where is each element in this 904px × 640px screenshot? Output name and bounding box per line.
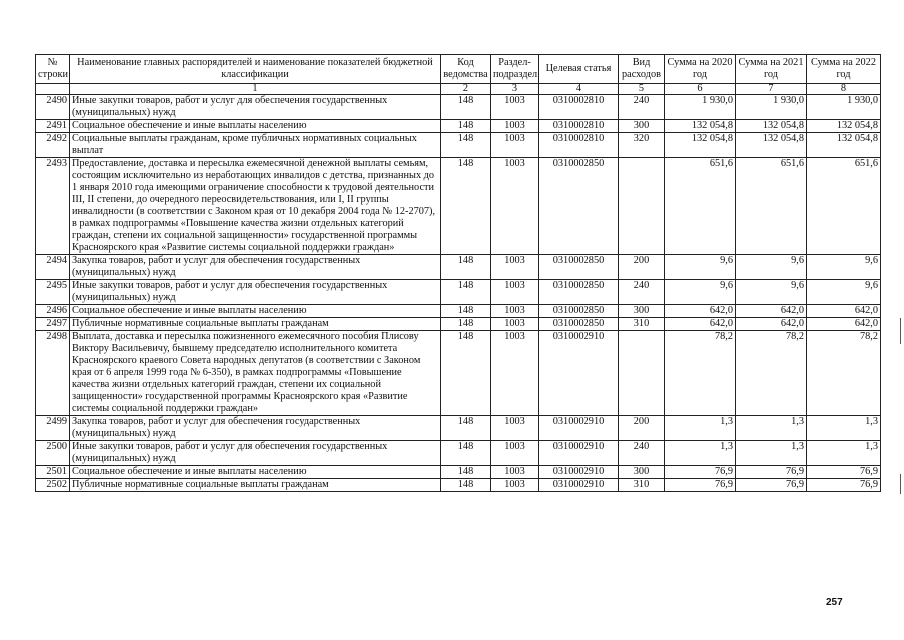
sum-2021: 642,0 <box>736 305 807 318</box>
target-article: 0310002810 <box>539 120 619 133</box>
expense-type: 310 <box>619 479 665 492</box>
expense-type: 320 <box>619 133 665 158</box>
dept-code: 148 <box>441 416 491 441</box>
row-number: 2491 <box>36 120 70 133</box>
dept-code: 148 <box>441 479 491 492</box>
column-number-row <box>36 84 881 95</box>
budget-table <box>35 54 881 492</box>
sum-2022: 132 054,8 <box>807 120 881 133</box>
row-description: Закупка товаров, работ и услуг для обеспечения государственных (муниципальных) нужд <box>70 255 441 280</box>
row-description: Иные закупки товаров, работ и услуг для обеспечения государственных (муниципальных) нужд <box>70 95 441 120</box>
target-article: 0310002850 <box>539 280 619 305</box>
header-sum-2020: Сумма на 2020 год <box>665 55 736 84</box>
sum-2021: 76,9 <box>736 479 807 492</box>
table-row <box>36 158 881 255</box>
target-article: 0310002810 <box>539 95 619 120</box>
scan-edge-mark <box>900 474 901 494</box>
column-number: 4 <box>539 84 619 95</box>
table-row <box>36 331 881 416</box>
row-number: 2493 <box>36 158 70 255</box>
section-code: 1003 <box>491 120 539 133</box>
sum-2022: 651,6 <box>807 158 881 255</box>
sum-2020: 651,6 <box>665 158 736 255</box>
row-description: Иные закупки товаров, работ и услуг для обеспечения государственных (муниципальных) нужд <box>70 441 441 466</box>
expense-type <box>619 158 665 255</box>
column-number <box>36 84 70 95</box>
target-article: 0310002850 <box>539 318 619 331</box>
dept-code: 148 <box>441 331 491 416</box>
section-code: 1003 <box>491 479 539 492</box>
dept-code: 148 <box>441 120 491 133</box>
table-body <box>36 95 881 492</box>
expense-type: 240 <box>619 95 665 120</box>
table-row <box>36 479 881 492</box>
sum-2022: 642,0 <box>807 318 881 331</box>
dept-code: 148 <box>441 318 491 331</box>
header-name: Наименование главных распорядителей и наименование показателей бюджетной классификации <box>70 55 441 84</box>
target-article: 0310002850 <box>539 255 619 280</box>
section-code: 1003 <box>491 158 539 255</box>
table-row <box>36 318 881 331</box>
column-number: 3 <box>491 84 539 95</box>
sum-2022: 1,3 <box>807 441 881 466</box>
row-description: Выплата, доставка и пересылка пожизненного ежемесячного пособия Плисову Виктору Васильевичу, бывшему председателю исполнительного комитета Красноярского краевого Совета народных депутатов (в соответствии с Законом края от 6 апреля 1999 года № 6-350), в рамках подпрограммы «Повышение качества жизни отдельных категорий граждан, степени их социальной защищенности» государственной программы Красноярского края «Развитие системы социальной поддержки граждан» <box>70 331 441 416</box>
target-article: 0310002850 <box>539 158 619 255</box>
table-row <box>36 305 881 318</box>
sum-2022: 642,0 <box>807 305 881 318</box>
sum-2022: 9,6 <box>807 280 881 305</box>
row-number: 2501 <box>36 466 70 479</box>
target-article: 0310002810 <box>539 133 619 158</box>
header-row-number: № строки <box>36 55 70 84</box>
row-number: 2500 <box>36 441 70 466</box>
sum-2020: 1,3 <box>665 441 736 466</box>
section-code: 1003 <box>491 416 539 441</box>
dept-code: 148 <box>441 158 491 255</box>
expense-type: 200 <box>619 255 665 280</box>
section-code: 1003 <box>491 255 539 280</box>
row-number: 2498 <box>36 331 70 416</box>
table-row <box>36 133 881 158</box>
section-code: 1003 <box>491 466 539 479</box>
target-article: 0310002910 <box>539 441 619 466</box>
row-description: Социальное обеспечение и иные выплаты населению <box>70 120 441 133</box>
row-description: Социальное обеспечение и иные выплаты населению <box>70 466 441 479</box>
row-number: 2496 <box>36 305 70 318</box>
sum-2021: 76,9 <box>736 466 807 479</box>
page-number: 257 <box>826 597 843 608</box>
section-code: 1003 <box>491 331 539 416</box>
dept-code: 148 <box>441 466 491 479</box>
sum-2020: 76,9 <box>665 479 736 492</box>
sum-2021: 132 054,8 <box>736 133 807 158</box>
header-section: Раздел-подраздел <box>491 55 539 84</box>
sum-2022: 132 054,8 <box>807 133 881 158</box>
column-number: 5 <box>619 84 665 95</box>
column-number: 8 <box>807 84 881 95</box>
dept-code: 148 <box>441 305 491 318</box>
dept-code: 148 <box>441 95 491 120</box>
row-number: 2490 <box>36 95 70 120</box>
section-code: 1003 <box>491 305 539 318</box>
sum-2021: 651,6 <box>736 158 807 255</box>
sum-2021: 78,2 <box>736 331 807 416</box>
expense-type: 310 <box>619 318 665 331</box>
expense-type: 240 <box>619 280 665 305</box>
header-row <box>36 55 881 84</box>
section-code: 1003 <box>491 133 539 158</box>
table-row <box>36 280 881 305</box>
row-description: Публичные нормативные социальные выплаты гражданам <box>70 479 441 492</box>
table-row <box>36 441 881 466</box>
sum-2020: 132 054,8 <box>665 133 736 158</box>
sum-2020: 642,0 <box>665 305 736 318</box>
scan-edge-mark <box>900 318 901 344</box>
row-description: Закупка товаров, работ и услуг для обеспечения государственных (муниципальных) нужд <box>70 416 441 441</box>
sum-2022: 9,6 <box>807 255 881 280</box>
column-number: 6 <box>665 84 736 95</box>
sum-2020: 1 930,0 <box>665 95 736 120</box>
sum-2020: 9,6 <box>665 280 736 305</box>
table-row <box>36 95 881 120</box>
sum-2021: 1,3 <box>736 441 807 466</box>
row-number: 2499 <box>36 416 70 441</box>
column-number: 1 <box>70 84 441 95</box>
header-sum-2021: Сумма на 2021 год <box>736 55 807 84</box>
sum-2020: 642,0 <box>665 318 736 331</box>
sum-2021: 9,6 <box>736 255 807 280</box>
section-code: 1003 <box>491 318 539 331</box>
header-dept-code: Код ведомства <box>441 55 491 84</box>
row-number: 2492 <box>36 133 70 158</box>
table-row <box>36 120 881 133</box>
dept-code: 148 <box>441 280 491 305</box>
expense-type: 240 <box>619 441 665 466</box>
header-target-article: Целевая статья <box>539 55 619 84</box>
row-description: Предоставление, доставка и пересылка ежемесячной денежной выплаты семьям, состоящим исключительно из неработающих инвалидов с детства, признанных до 1 января 2010 года имеющими ограничение способности к трудовой деятельности III, II степени, до очередного переосвидетельствования, или I, II группы инвалидности (в соответствии с Законом края от 10 декабря 2004 года № 12-2707), в рамках подпрограммы «Повышение качества жизни отдельных категорий граждан, степени их социальной защищенности» государственной программы Красноярского края «Развитие системы социальной поддержки граждан» <box>70 158 441 255</box>
expense-type: 200 <box>619 416 665 441</box>
sum-2020: 1,3 <box>665 416 736 441</box>
sum-2020: 9,6 <box>665 255 736 280</box>
expense-type: 300 <box>619 466 665 479</box>
target-article: 0310002910 <box>539 416 619 441</box>
sum-2022: 76,9 <box>807 479 881 492</box>
target-article: 0310002850 <box>539 305 619 318</box>
header-sum-2022: Сумма на 2022 год <box>807 55 881 84</box>
expense-type: 300 <box>619 120 665 133</box>
target-article: 0310002910 <box>539 331 619 416</box>
sum-2020: 78,2 <box>665 331 736 416</box>
section-code: 1003 <box>491 441 539 466</box>
sum-2021: 1,3 <box>736 416 807 441</box>
row-number: 2494 <box>36 255 70 280</box>
sum-2022: 1,3 <box>807 416 881 441</box>
row-number: 2502 <box>36 479 70 492</box>
row-number: 2495 <box>36 280 70 305</box>
table-row <box>36 416 881 441</box>
header-expense-type: Вид расходов <box>619 55 665 84</box>
dept-code: 148 <box>441 133 491 158</box>
row-number: 2497 <box>36 318 70 331</box>
row-description: Иные закупки товаров, работ и услуг для обеспечения государственных (муниципальных) нужд <box>70 280 441 305</box>
sum-2021: 642,0 <box>736 318 807 331</box>
row-description: Социальные выплаты гражданам, кроме публичных нормативных социальных выплат <box>70 133 441 158</box>
expense-type: 300 <box>619 305 665 318</box>
dept-code: 148 <box>441 255 491 280</box>
table-row <box>36 255 881 280</box>
sum-2022: 76,9 <box>807 466 881 479</box>
column-number: 2 <box>441 84 491 95</box>
expense-type <box>619 331 665 416</box>
target-article: 0310002910 <box>539 466 619 479</box>
target-article: 0310002910 <box>539 479 619 492</box>
dept-code: 148 <box>441 441 491 466</box>
sum-2020: 132 054,8 <box>665 120 736 133</box>
column-number: 7 <box>736 84 807 95</box>
sum-2021: 1 930,0 <box>736 95 807 120</box>
sum-2021: 9,6 <box>736 280 807 305</box>
sum-2022: 1 930,0 <box>807 95 881 120</box>
sum-2021: 132 054,8 <box>736 120 807 133</box>
section-code: 1003 <box>491 95 539 120</box>
sum-2022: 78,2 <box>807 331 881 416</box>
table-row <box>36 466 881 479</box>
row-description: Социальное обеспечение и иные выплаты населению <box>70 305 441 318</box>
sum-2020: 76,9 <box>665 466 736 479</box>
section-code: 1003 <box>491 280 539 305</box>
row-description: Публичные нормативные социальные выплаты гражданам <box>70 318 441 331</box>
